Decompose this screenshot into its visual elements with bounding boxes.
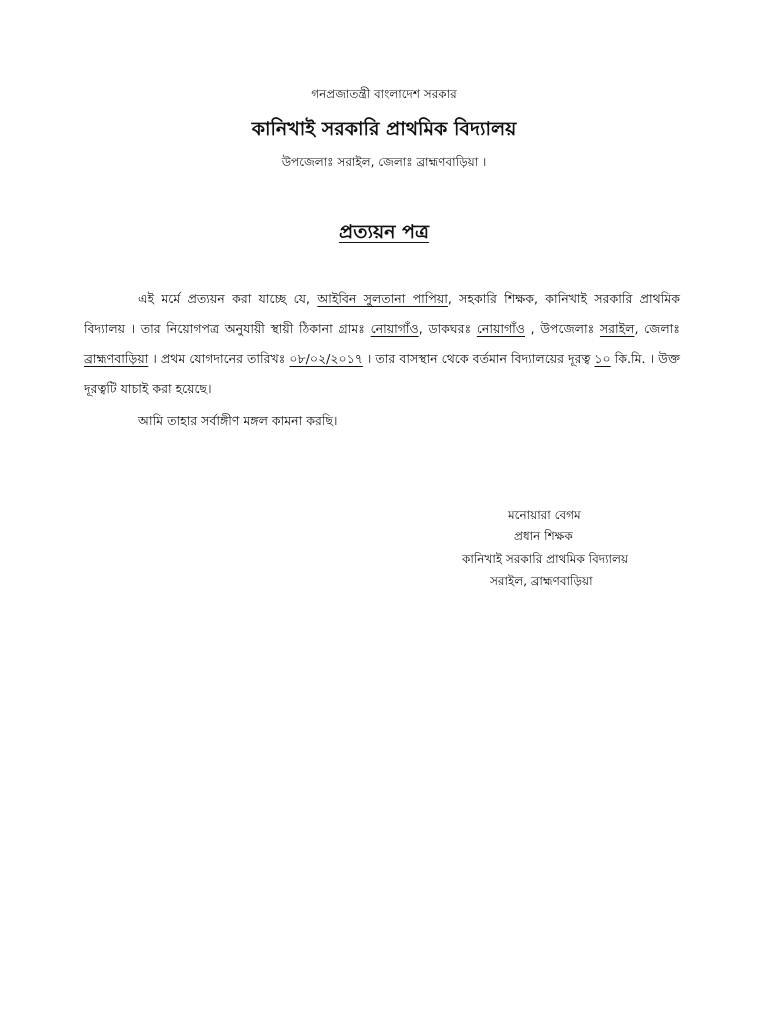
certificate-paragraph: [84, 284, 680, 404]
intro-text: এই মর্মে প্রত্যয়ন করা যাচ্ছে যে,: [138, 291, 318, 306]
join-date: ০৮/০২/২০১৭: [289, 351, 363, 366]
person-name: আইবিন সুলতানা পাপিয়া: [317, 291, 448, 306]
village-name: নোয়াগাঁও: [370, 321, 419, 336]
post-office-name: নোয়াগাঁও: [476, 321, 525, 336]
signatory-title: প্রধান শিক্ষক: [514, 529, 573, 543]
document-title: [0, 218, 768, 250]
join-date-label: । প্রথম যোগদানের তারিখঃ: [148, 351, 290, 366]
district-name: ব্রাহ্মণবাড়িয়া: [84, 351, 149, 366]
school-name-heading: কানিখাই সরকারি প্রাথমিক বিদ্যালয়: [251, 118, 517, 140]
document-title-text: প্রত্যয়ন পত্র: [339, 221, 429, 243]
upazila-name: সরাইল: [599, 321, 635, 336]
certificate-body: [84, 284, 680, 404]
government-line: গনপ্রজাতন্ত্রী বাংলাদেশ সরকার: [311, 87, 457, 101]
distance-value: ১০: [594, 351, 611, 366]
signatory-name: মনোয়ারা বেগম: [508, 508, 581, 522]
upazila-label: , উপজেলাঃ: [525, 321, 600, 336]
post-office-label: , ডাকঘরঃ: [418, 321, 477, 336]
good-wishes-line: আমি তাহার সর্বাঙ্গীণ মঙ্গল কামনা করছি।: [138, 413, 338, 428]
distance-label: । তার বাসস্থান থেকে বর্তমান বিদ্যালয়ের দূরত্ব: [362, 351, 595, 366]
signatory-location: সরাইল, ব্রাহ্মণবাড়িয়া: [490, 574, 593, 588]
district-label: , জেলাঃ: [634, 321, 680, 336]
signatory-school: কানিখাই সরকারি প্রাথমিক বিদ্যালয়: [462, 552, 629, 566]
school-address: উপজেলাঃ সরাইল, জেলাঃ ব্রাহ্মণবাড়িয়া ।: [281, 155, 487, 169]
designation-text: , সহকারি শিক্ষক, কানিখাই সরকারি প্রাথমিক বিদ্যালয় । তার নিয়োগপত্র অনুযায়ী স্থায়ী ঠিকানা গ্রামঃ: [84, 291, 680, 336]
closing-text: কি.মি. । উক্ত দূরত্বটি যাচাই করা হয়েছে।: [84, 351, 680, 396]
